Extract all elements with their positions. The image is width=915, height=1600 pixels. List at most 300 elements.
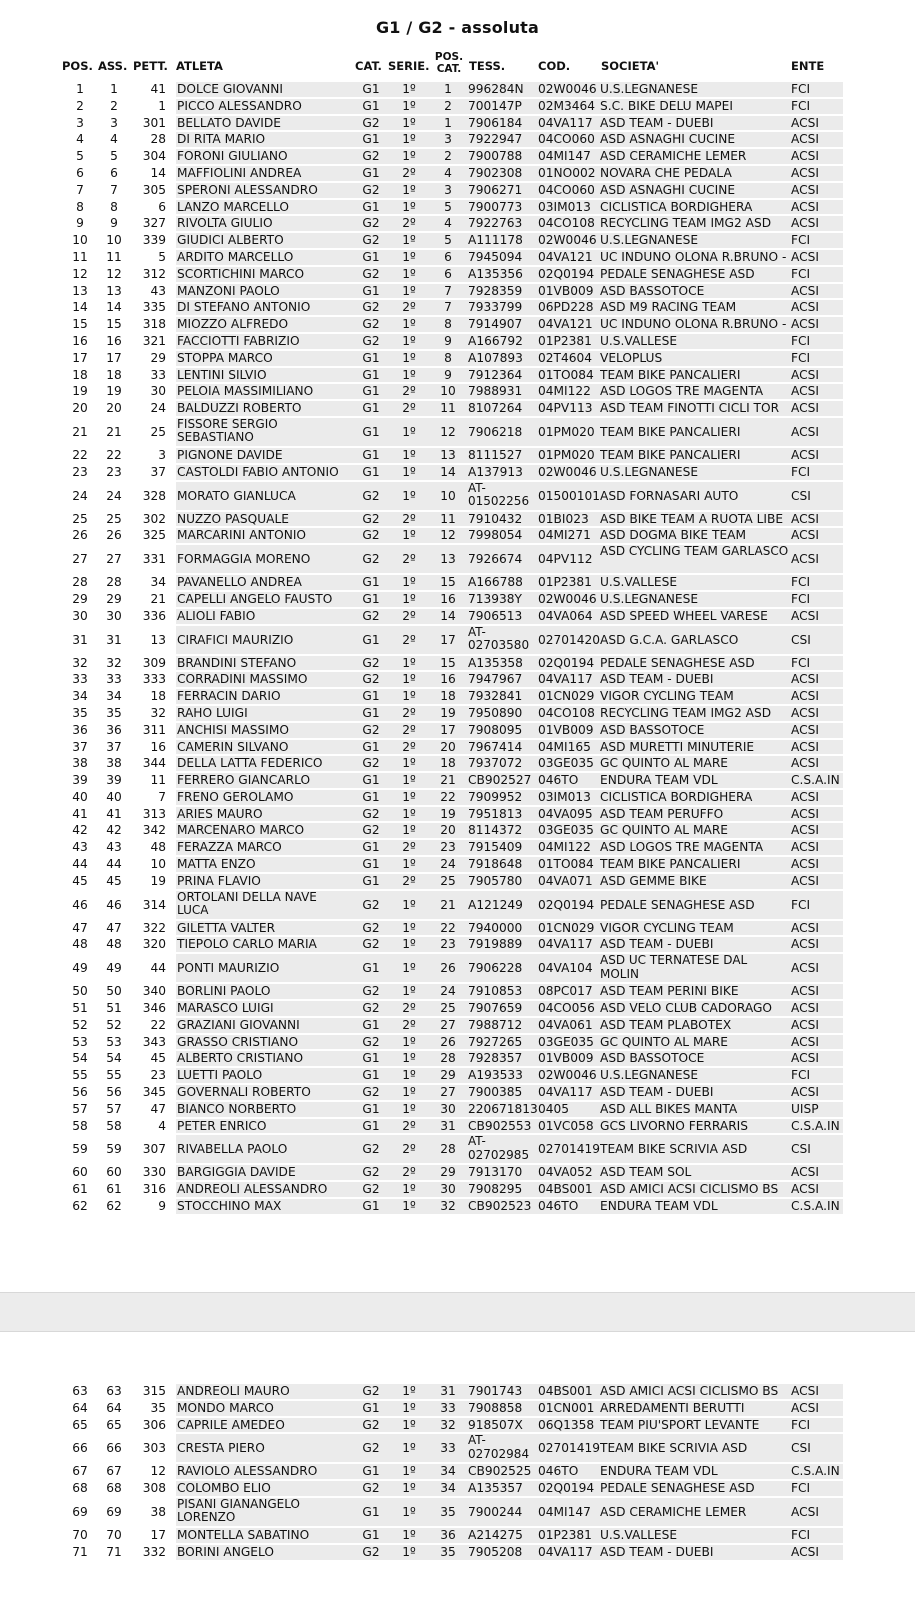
atleta-cell: DOLCE GIOVANNI [177, 82, 283, 96]
poscat-cell: 11 [440, 511, 456, 526]
cat-cell: G2 [362, 1142, 380, 1157]
poscat-cell: 35 [440, 1544, 456, 1559]
pos-cell: 25 [72, 511, 88, 526]
pos-cell: 32 [72, 655, 88, 670]
societa-cell: ASD DOGMA BIKE TEAM [600, 528, 747, 543]
ente-cell: UISP [791, 1101, 819, 1116]
cat-cell: G2 [362, 1085, 380, 1100]
cat-cell: G1 [362, 789, 380, 804]
results-table [0, 81, 915, 1215]
table-row [0, 249, 915, 266]
tess-cell: 7900244 [468, 1504, 523, 1519]
cod-cell: 01VB009 [538, 283, 594, 298]
ente-cell: FCI [791, 266, 811, 281]
pos-cell: 38 [72, 756, 88, 771]
poscat-cell: 15 [440, 575, 456, 590]
pos-cell: 61 [72, 1182, 88, 1197]
ente-cell: ACSI [791, 317, 819, 332]
serie-cell: 1º [402, 1101, 416, 1116]
table-row [0, 165, 915, 182]
atleta-cell: NUZZO PASQUALE [177, 511, 289, 526]
ass-cell: 34 [106, 689, 122, 704]
table-row [0, 1433, 915, 1463]
ass-cell: 35 [106, 705, 122, 720]
atleta-cell: FERRERO GIANCARLO [177, 773, 311, 788]
tess-cell: 7910432 [468, 511, 523, 526]
ente-cell: ACSI [791, 1085, 819, 1100]
table-row [0, 81, 915, 98]
tess-cell: A121249 [468, 897, 523, 912]
serie-cell: 1º [402, 266, 416, 281]
atleta-cell: BARGIGGIA DAVIDE [177, 1165, 296, 1180]
tess-cell: 7937072 [468, 756, 523, 771]
serie-cell: 1º [402, 488, 416, 503]
cat-cell: G1 [362, 199, 380, 214]
pett-cell: 325 [142, 528, 166, 543]
ass-cell: 5 [110, 149, 118, 164]
societa-cell: GC QUINTO AL MARE [600, 823, 728, 838]
cod-cell: 02701419 [538, 1142, 601, 1157]
pos-cell: 49 [72, 961, 88, 976]
atleta-cell: GILETTA VALTER [177, 920, 276, 935]
table-row [0, 625, 915, 655]
pett-cell: 16 [150, 739, 166, 754]
pett-cell: 307 [142, 1142, 166, 1157]
cod-cell: 06PD228 [538, 300, 594, 315]
pett-cell: 328 [142, 488, 166, 503]
societa-cell: UC INDUNO OLONA R.BRUNO - [600, 317, 787, 332]
table-row [0, 115, 915, 132]
pos-cell: 12 [72, 266, 88, 281]
table-row [0, 400, 915, 417]
ass-cell: 68 [106, 1481, 122, 1496]
tess-cell: 7967414 [468, 739, 523, 754]
ente-cell: ACSI [791, 689, 819, 704]
ass-cell: 43 [106, 840, 122, 855]
pos-cell: 60 [72, 1165, 88, 1180]
poscat-cell: 16 [440, 672, 456, 687]
pos-cell: 18 [72, 367, 88, 382]
cod-cell: 04VA121 [538, 317, 593, 332]
atleta-cell: LANZO MARCELLO [177, 199, 290, 214]
serie-cell: 1º [402, 98, 416, 113]
serie-cell: 1º [402, 132, 416, 147]
ente-cell: ACSI [791, 756, 819, 771]
serie-cell: 2º [402, 632, 416, 647]
ente-cell: FCI [791, 233, 811, 248]
serie-cell: 2º [402, 873, 416, 888]
table-row [0, 1101, 915, 1118]
poscat-cell: 27 [440, 1017, 456, 1032]
atleta-cell: ANCHISI MASSIMO [177, 722, 289, 737]
societa-cell: ASD TEAM FINOTTI CICLI TOR [600, 401, 780, 416]
societa-cell: ASD TEAM - DUEBI [600, 937, 714, 952]
atleta-cell: CAMERIN SILVANO [177, 739, 289, 754]
tess-cell: 7908095 [468, 722, 523, 737]
pos-cell: 8 [76, 199, 84, 214]
societa-cell: U.S.VALLESE [600, 575, 678, 590]
ass-cell: 31 [106, 632, 122, 647]
ente-cell: FCI [791, 98, 811, 113]
tess-cell: 7950890 [468, 705, 523, 720]
cod-cell: 04VA064 [538, 608, 593, 623]
cat-cell: G1 [362, 1017, 380, 1032]
tess-cell: 7918648 [468, 857, 523, 872]
pos-cell: 5 [76, 149, 84, 164]
ass-cell: 17 [106, 350, 122, 365]
poscat-cell: 21 [440, 897, 456, 912]
tess-cell: 8111527 [468, 447, 523, 462]
ass-cell: 53 [106, 1034, 122, 1049]
societa-cell: U.S.VALLESE [600, 1527, 678, 1542]
cat-cell: G1 [362, 773, 380, 788]
tess-cell: A135356 [468, 266, 523, 281]
societa-cell: ASD LOGOS TRE MAGENTA [600, 384, 764, 399]
societa-cell: ASD TEAM PLABOTEX [600, 1017, 732, 1032]
cod-cell: 04VA095 [538, 806, 593, 821]
cod-cell: 046TO [538, 1464, 579, 1479]
atleta-cell: CRESTA PIERO [177, 1441, 265, 1456]
cat-cell: G1 [362, 1051, 380, 1066]
table-row [0, 131, 915, 148]
poscat-cell: 15 [440, 655, 456, 670]
serie-cell: 1º [402, 1051, 416, 1066]
ente-cell: ACSI [791, 1001, 819, 1016]
cod-cell: 03IM013 [538, 199, 591, 214]
cod-cell: 03IM013 [538, 789, 591, 804]
poscat-cell: 17 [440, 632, 456, 647]
table-row [0, 1417, 915, 1434]
cod-cell: 04CO060 [538, 132, 595, 147]
atleta-cell: PRINA FLAVIO [177, 873, 261, 888]
ass-cell: 65 [106, 1417, 122, 1432]
cat-cell: G1 [362, 1527, 380, 1542]
serie-cell: 1º [402, 249, 416, 264]
ass-cell: 32 [106, 655, 122, 670]
atleta-cell: MAFFIOLINI ANDREA [177, 165, 302, 180]
poscat-cell: 20 [440, 823, 456, 838]
pos-cell: 34 [72, 689, 88, 704]
poscat-cell: 6 [444, 249, 452, 264]
atleta-cell: BIANCO NORBERTO [177, 1101, 297, 1116]
serie-cell: 1º [402, 591, 416, 606]
serie-cell: 1º [402, 1068, 416, 1083]
cod-cell: 02M3464 [538, 98, 596, 113]
pos-cell: 27 [72, 552, 88, 567]
tess-cell: 7905208 [468, 1544, 523, 1559]
atleta-cell: MARCENARO MARCO [177, 823, 305, 838]
societa-cell: PEDALE SENAGHESE ASD [600, 897, 755, 912]
ass-cell: 57 [106, 1101, 122, 1116]
table-row [0, 299, 915, 316]
pett-cell: 23 [150, 1068, 166, 1083]
ass-cell: 23 [106, 464, 122, 479]
table-row [0, 591, 915, 608]
pos-cell: 3 [76, 115, 84, 130]
poscat-cell: 10 [440, 384, 456, 399]
societa-cell: ASD SPEED WHEEL VARESE [600, 608, 768, 623]
pett-cell: 343 [142, 1034, 166, 1049]
poscat-cell: 30 [440, 1101, 456, 1116]
cat-cell: G2 [362, 216, 380, 231]
table-row [0, 1067, 915, 1084]
cod-cell: 04VA117 [538, 1544, 593, 1559]
cod-cell: 01P2381 [538, 575, 592, 590]
ente-cell: ACSI [791, 1051, 819, 1066]
pett-cell: 340 [142, 984, 166, 999]
ente-cell: C.S.A.IN [791, 1199, 840, 1214]
ente-cell: ACSI [791, 608, 819, 623]
pett-cell: 306 [142, 1417, 166, 1432]
ass-cell: 64 [106, 1400, 122, 1415]
table-row [0, 1181, 915, 1198]
atleta-cell: RIVOLTA GIULIO [177, 216, 273, 231]
societa-cell: ASD TEAM SOL [600, 1165, 692, 1180]
pett-cell: 44 [150, 961, 166, 976]
societa-cell: ASD TEAM - DUEBI [600, 115, 714, 130]
ass-cell: 59 [106, 1142, 122, 1157]
ente-cell: FCI [791, 1527, 811, 1542]
societa-cell: ASD FORNASARI AUTO [600, 488, 739, 503]
atleta-cell: CASTOLDI FABIO ANTONIO [177, 464, 339, 479]
atleta-cell: DI RITA MARIO [177, 132, 266, 147]
table-row [0, 873, 915, 890]
pos-cell: 54 [72, 1051, 88, 1066]
atleta-cell: PONTI MAURIZIO [177, 961, 280, 976]
ente-cell: FCI [791, 350, 811, 365]
tess-cell: 7919889 [468, 937, 523, 952]
serie-cell: 2º [402, 216, 416, 231]
serie-cell: 2º [402, 705, 416, 720]
societa-cell: ASD ASNAGHI CUCINE [600, 182, 736, 197]
societa-cell: U.S.LEGNANESE [600, 82, 699, 96]
pos-cell: 37 [72, 739, 88, 754]
atleta-cell: RIVABELLA PAOLO [177, 1142, 288, 1157]
pett-cell: 3 [158, 447, 166, 462]
cat-cell: G2 [362, 1034, 380, 1049]
table-row [0, 688, 915, 705]
serie-cell: 1º [402, 1464, 416, 1479]
poscat-cell: 22 [440, 789, 456, 804]
ente-cell: ACSI [791, 984, 819, 999]
tess-cell: A107893 [468, 350, 523, 365]
header-tess: TESS. [469, 59, 506, 73]
ass-cell: 60 [106, 1165, 122, 1180]
cod-cell: 01PM020 [538, 447, 595, 462]
cod-cell: 01TO084 [538, 857, 594, 872]
ass-cell: 18 [106, 367, 122, 382]
poscat-cell: 35 [440, 1504, 456, 1519]
ente-cell: ACSI [791, 1034, 819, 1049]
cod-cell: 04VA121 [538, 249, 593, 264]
tess-cell: 7940000 [468, 920, 523, 935]
serie-cell: 1º [402, 920, 416, 935]
table-row [0, 1198, 915, 1215]
atleta-cell: ARDITO MARCELLO [177, 249, 294, 264]
ass-cell: 7 [110, 182, 118, 197]
pett-cell: 302 [142, 511, 166, 526]
cat-cell: G2 [362, 722, 380, 737]
tess-cell: 7906218 [468, 424, 523, 439]
poscat-cell: 24 [440, 857, 456, 872]
poscat-cell: 18 [440, 689, 456, 704]
pos-cell: 62 [72, 1199, 88, 1214]
table-row [0, 232, 915, 249]
ente-cell: ACSI [791, 672, 819, 687]
pos-cell: 57 [72, 1101, 88, 1116]
ente-cell: FCI [791, 897, 811, 912]
ass-cell: 28 [106, 575, 122, 590]
header-poscat [432, 51, 466, 75]
table-row [0, 1050, 915, 1067]
pett-cell: 305 [142, 182, 166, 197]
tess-cell: 7906271 [468, 182, 523, 197]
societa-cell: ASD UC TERNATESE DAL MOLIN [600, 954, 748, 981]
cat-cell: G2 [362, 149, 380, 164]
ass-cell: 39 [106, 773, 122, 788]
societa-cell: NOVARA CHE PEDALA [600, 165, 732, 180]
pett-cell: 17 [150, 1527, 166, 1542]
cat-cell: G2 [362, 233, 380, 248]
table-row [0, 1084, 915, 1101]
tess-cell: 7922763 [468, 216, 523, 231]
serie-cell: 1º [402, 464, 416, 479]
pos-cell: 59 [72, 1142, 88, 1157]
atleta-cell: BORINI ANGELO [177, 1544, 274, 1559]
pett-cell: 30 [150, 384, 166, 399]
cat-cell: G1 [362, 249, 380, 264]
ente-cell: ACSI [791, 961, 819, 976]
cod-cell: 02W0046 [538, 233, 597, 248]
societa-cell: TEAM BIKE PANCALIERI [600, 447, 741, 462]
tess-cell: 220671813 [468, 1101, 538, 1116]
pett-cell: 43 [150, 283, 166, 298]
poscat-cell: 36 [440, 1527, 456, 1542]
serie-cell: 1º [402, 333, 416, 348]
serie-cell: 1º [402, 1441, 416, 1456]
cod-cell: 02Q0194 [538, 655, 595, 670]
serie-cell: 2º [402, 1118, 416, 1133]
pos-cell: 4 [76, 132, 84, 147]
atleta-cell: MANZONI PAOLO [177, 283, 280, 298]
atleta-cell: CIRAFICI MAURIZIO [177, 632, 294, 647]
societa-cell: ASD G.C.A. GARLASCO [600, 632, 739, 647]
serie-cell: 2º [402, 300, 416, 315]
poscat-cell: 13 [440, 552, 456, 567]
cat-cell: G2 [362, 1182, 380, 1197]
atleta-cell: DELLA LATTA FEDERICO [177, 756, 323, 771]
pett-cell: 41 [150, 82, 166, 96]
table-row [0, 705, 915, 722]
societa-cell: ASD M9 RACING TEAM [600, 300, 737, 315]
tess-cell: 700147P [468, 98, 522, 113]
pett-cell: 316 [142, 1182, 166, 1197]
serie-cell: 1º [402, 424, 416, 439]
tess-cell: 8107264 [468, 401, 523, 416]
cat-cell: G1 [362, 1101, 380, 1116]
poscat-cell: 5 [444, 199, 452, 214]
societa-cell: UC INDUNO OLONA R.BRUNO - [600, 249, 787, 264]
atleta-cell: FERRACIN DARIO [177, 689, 281, 704]
cod-cell: 01CN029 [538, 920, 595, 935]
tess-cell: 7912364 [468, 367, 523, 382]
ente-cell: FCI [791, 655, 811, 670]
poscat-cell: 29 [440, 1165, 456, 1180]
poscat-cell: 2 [444, 98, 452, 113]
pos-cell: 67 [72, 1464, 88, 1479]
atleta-cell: ANDREOLI ALESSANDRO [177, 1182, 328, 1197]
ass-cell: 50 [106, 984, 122, 999]
cat-cell: G1 [362, 367, 380, 382]
poscat-cell: 29 [440, 1068, 456, 1083]
tess-cell: 918507X [468, 1417, 523, 1432]
ass-cell: 9 [110, 216, 118, 231]
cat-cell: G1 [362, 1118, 380, 1133]
pos-cell: 52 [72, 1017, 88, 1032]
serie-cell: 1º [402, 806, 416, 821]
cat-cell: G1 [362, 1068, 380, 1083]
atleta-cell: STOPPA MARCO [177, 350, 273, 365]
tess-cell: A135357 [468, 1481, 523, 1496]
ass-cell: 37 [106, 739, 122, 754]
ass-cell: 56 [106, 1085, 122, 1100]
header-poscat-line2: CAT. [436, 63, 462, 75]
cod-cell: 01VB009 [538, 1051, 594, 1066]
tess-cell: A214275 [468, 1527, 523, 1542]
poscat-cell: 31 [440, 1118, 456, 1133]
serie-cell: 2º [402, 840, 416, 855]
cod-cell: 01PM020 [538, 424, 595, 439]
poscat-cell: 1 [444, 115, 452, 130]
cat-cell: G1 [362, 132, 380, 147]
pett-cell: 336 [142, 608, 166, 623]
serie-cell: 1º [402, 1504, 416, 1519]
ass-cell: 3 [110, 115, 118, 130]
ass-cell: 40 [106, 789, 122, 804]
ente-cell: ACSI [791, 249, 819, 264]
cat-cell: G2 [362, 552, 380, 567]
pett-cell: 346 [142, 1001, 166, 1016]
pos-cell: 33 [72, 672, 88, 687]
tess-cell: 7900385 [468, 1085, 523, 1100]
pett-cell: 6 [158, 199, 166, 214]
tess-cell: AT-02702985 [468, 1134, 530, 1162]
cod-cell: 04VA071 [538, 873, 593, 888]
atleta-cell: COLOMBO ELIO [177, 1481, 271, 1496]
atleta-cell: RAHO LUIGI [177, 705, 248, 720]
cat-cell: G2 [362, 920, 380, 935]
serie-cell: 1º [402, 1400, 416, 1415]
pos-cell: 36 [72, 722, 88, 737]
poscat-cell: 34 [440, 1464, 456, 1479]
atleta-cell: MONDO MARCO [177, 1400, 274, 1415]
pos-cell: 26 [72, 528, 88, 543]
tess-cell: AT-02702984 [468, 1433, 530, 1461]
tess-cell: A166788 [468, 575, 523, 590]
table-row [0, 1480, 915, 1497]
cat-cell: G1 [362, 1400, 380, 1415]
ente-cell: ACSI [791, 115, 819, 130]
cat-cell: G1 [362, 350, 380, 365]
pos-cell: 19 [72, 384, 88, 399]
cod-cell: 02Q0194 [538, 266, 595, 281]
societa-cell: ASD TEAM - DUEBI [600, 672, 714, 687]
atleta-cell: PISANI GIANANGELO LORENZO [177, 1496, 300, 1525]
tess-cell: CB902523 [468, 1199, 532, 1214]
pos-cell: 53 [72, 1034, 88, 1049]
ente-cell: ACSI [791, 447, 819, 462]
serie-cell: 1º [402, 937, 416, 952]
